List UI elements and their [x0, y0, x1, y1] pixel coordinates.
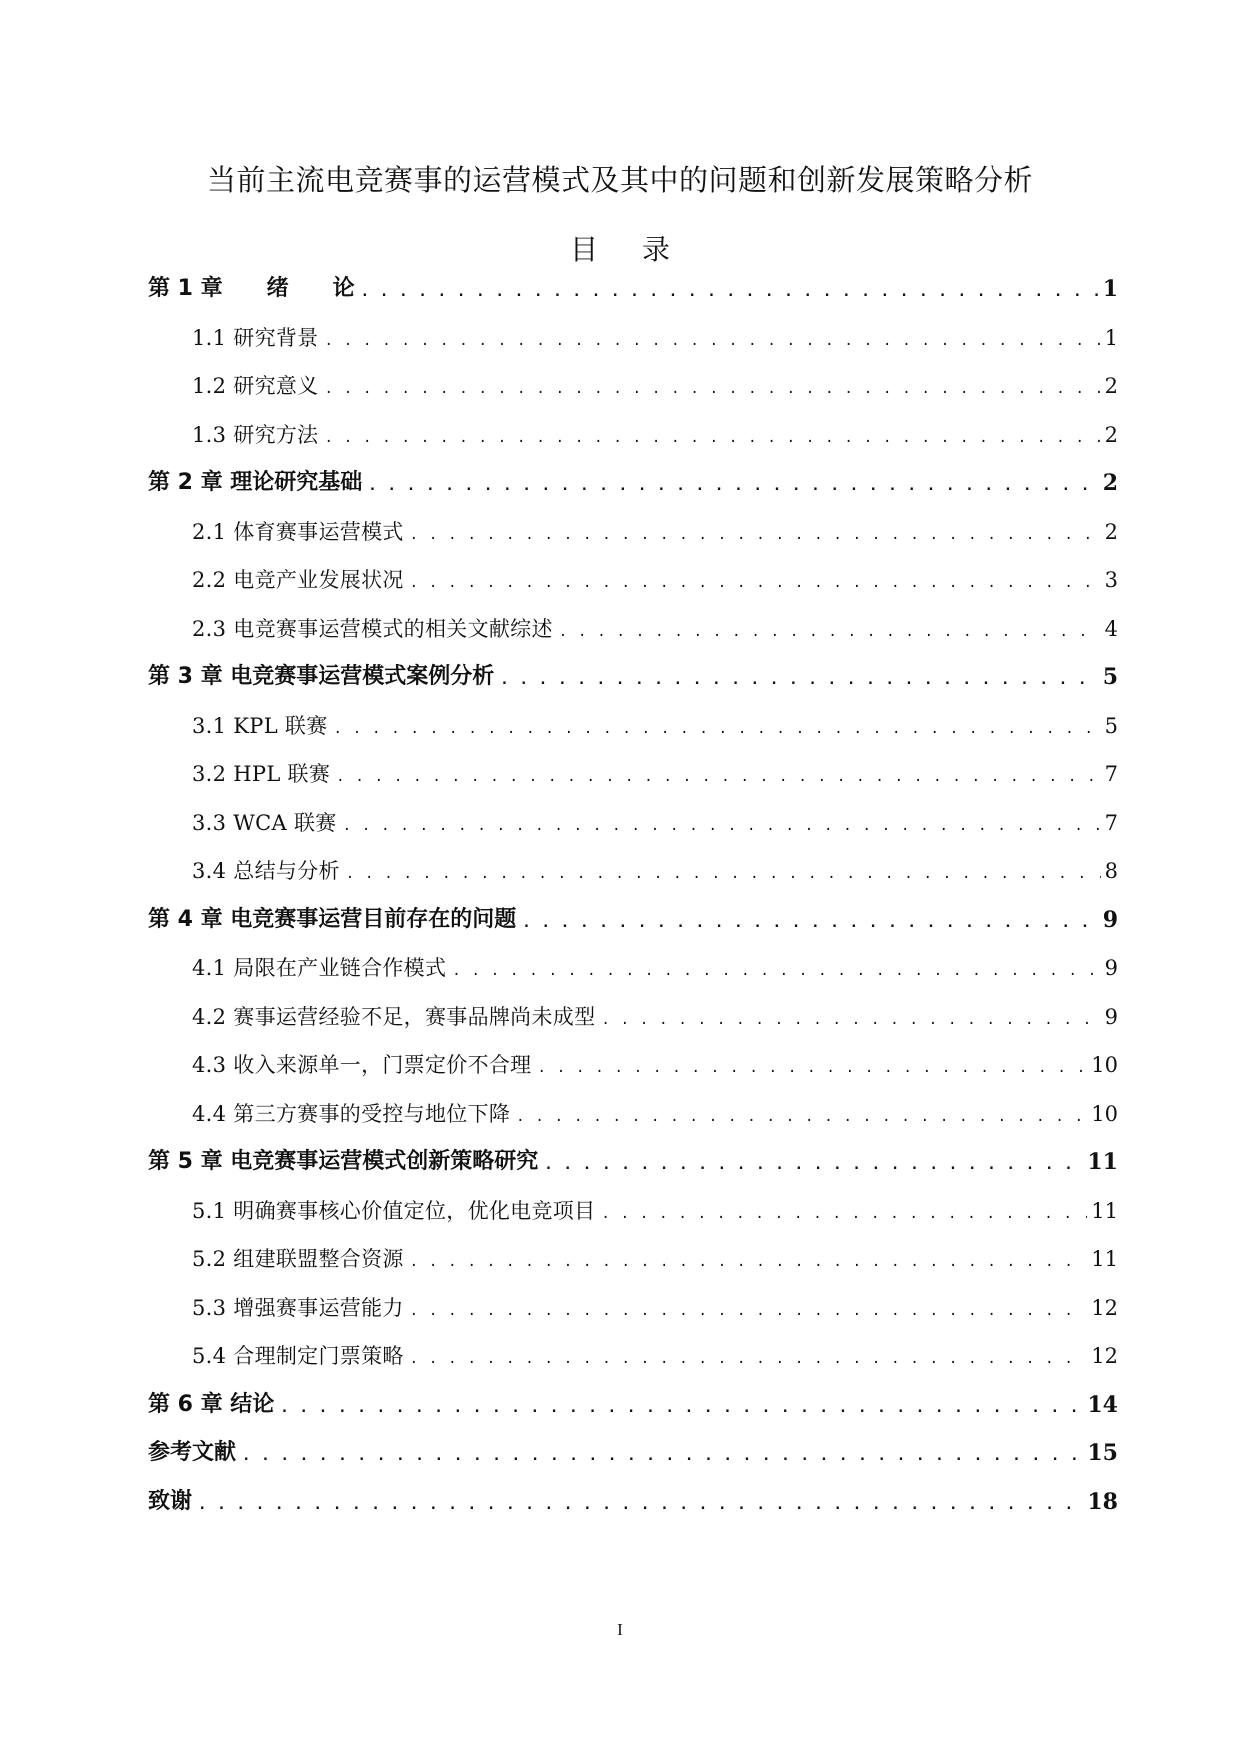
document-title: 当前主流电竞赛事的运营模式及其中的问题和创新发展策略分析: [206, 163, 1033, 197]
toc-dot-leader: [452, 953, 1100, 983]
toc-section-entry[interactable]: [192, 998, 1118, 1032]
toc-entry-label: 5.1 明确赛事核心价值定位，优化电竞项目: [192, 1198, 596, 1223]
toc-entry-label: 3.3 WCA 联赛: [192, 810, 337, 835]
toc-section-entry[interactable]: [192, 804, 1118, 838]
toc-entry-label: 3.1 KPL 联赛: [192, 713, 328, 738]
toc-dot-leader: [544, 1147, 1083, 1177]
toc-entry-label: 4.3 收入来源单一，门票定价不合理: [192, 1053, 532, 1077]
toc-section-entry[interactable]: [192, 319, 1118, 353]
toc-dot-leader: [343, 808, 1101, 838]
toc-dot-leader: [601, 1196, 1087, 1226]
toc-dot-leader: [346, 856, 1101, 886]
toc-entry-label: 2.1 体育赛事运营模式: [192, 519, 404, 544]
toc-dot-leader: [242, 1438, 1083, 1468]
toc-entry-page-number: 2: [1104, 519, 1118, 544]
toc-entry-page-number: 3: [1104, 568, 1118, 592]
toc-dot-leader: [334, 711, 1101, 741]
toc-chapter-entry[interactable]: [148, 1143, 1118, 1177]
toc-entry-label: 5.3 增强赛事运营能力: [192, 1295, 404, 1320]
toc-dot-leader: [410, 1341, 1088, 1371]
toc-dot-leader: [361, 274, 1099, 304]
toc-dot-leader: [410, 1293, 1088, 1323]
toc-entry-label: 参考文献: [148, 1440, 237, 1465]
toc-dot-leader: [324, 420, 1100, 450]
footer-page-number: I: [617, 1620, 623, 1639]
toc-section-entry[interactable]: [192, 561, 1118, 595]
toc-section-entry[interactable]: [192, 1095, 1118, 1129]
toc-dot-leader: [410, 1244, 1088, 1274]
toc-chapter-entry[interactable]: [148, 270, 1118, 304]
toc-section-entry[interactable]: [192, 610, 1118, 644]
toc-entry-page-number: 2: [1102, 470, 1118, 496]
toc-entry-label: 第 5 章 电竞赛事运营模式创新策略研究: [148, 1149, 539, 1174]
toc-entry-page-number: 5: [1102, 664, 1118, 690]
toc-entry-page-number: 2: [1104, 422, 1118, 447]
toc-entry-page-number: 2: [1104, 374, 1118, 398]
toc-entry-page-number: 9: [1102, 906, 1118, 933]
toc-entry-label: 1.3 研究方法: [192, 422, 319, 447]
toc-dot-leader: [522, 905, 1098, 935]
toc-dot-leader: [198, 1487, 1083, 1517]
toc-dot-leader: [336, 759, 1100, 789]
toc-chapter-entry[interactable]: [148, 1483, 1118, 1517]
toc-entry-page-number: 1: [1102, 276, 1118, 302]
toc-heading-part-1: 目: [569, 233, 598, 266]
toc-section-entry[interactable]: [192, 755, 1118, 789]
toc-section-entry[interactable]: [192, 707, 1118, 741]
toc-entry-page-number: 11: [1087, 1149, 1118, 1175]
toc-entry-label: 第 4 章 电竞赛事运营目前存在的问题: [148, 906, 517, 932]
toc-dot-leader: [516, 1099, 1087, 1129]
toc-entry-label: 第 6 章 结论: [148, 1391, 275, 1417]
toc-entry-page-number: 10: [1091, 1101, 1118, 1126]
toc-section-entry[interactable]: [192, 416, 1118, 450]
toc-entry-page-number: 11: [1091, 1198, 1118, 1223]
toc-entry-label: 致谢: [148, 1488, 193, 1514]
toc-entry-label: 3.4 总结与分析: [192, 859, 340, 883]
toc-entry-label: 第 2 章 理论研究基础: [148, 470, 363, 495]
toc-section-entry[interactable]: [192, 1240, 1118, 1274]
toc-dot-leader: [324, 323, 1100, 353]
toc-dot-leader: [559, 614, 1101, 644]
toc-entry-page-number: 15: [1087, 1440, 1118, 1466]
toc-chapter-entry[interactable]: [148, 1386, 1118, 1420]
toc-entry-label: 1.1 研究背景: [192, 325, 319, 350]
toc-dot-leader: [601, 1002, 1100, 1032]
toc-entry-page-number: 14: [1087, 1391, 1118, 1418]
toc-section-entry[interactable]: [192, 1337, 1118, 1371]
toc-section-entry[interactable]: [192, 367, 1118, 401]
toc-entry-label: 5.2 组建联盟整合资源: [192, 1247, 404, 1271]
toc-entry-page-number: 4: [1104, 616, 1118, 641]
toc-entry-page-number: 1: [1104, 325, 1118, 350]
toc-dot-leader: [500, 662, 1098, 692]
toc-entry-label: 2.2 电竞产业发展状况: [192, 568, 404, 592]
toc-heading-part-2: 录: [642, 233, 671, 266]
toc-entry-page-number: 8: [1104, 859, 1118, 883]
toc-section-entry[interactable]: [192, 1192, 1118, 1226]
toc-entry-label: 4.2 赛事运营经验不足，赛事品牌尚未成型: [192, 1004, 596, 1029]
toc-section-entry[interactable]: [192, 852, 1118, 886]
toc-chapter-entry[interactable]: [148, 464, 1118, 498]
toc-entry-page-number: 9: [1104, 1004, 1118, 1029]
toc-dot-leader: [410, 517, 1101, 547]
toc-entry-page-number: 12: [1091, 1295, 1118, 1320]
toc-section-entry[interactable]: [192, 513, 1118, 547]
toc-dot-leader: [410, 565, 1101, 595]
toc-entry-page-number: 5: [1104, 713, 1118, 738]
toc-dot-leader: [324, 371, 1100, 401]
toc-dot-leader: [368, 468, 1098, 498]
toc-section-entry[interactable]: [192, 949, 1118, 983]
toc-entry-page-number: 7: [1104, 762, 1118, 786]
toc-section-entry[interactable]: [192, 1046, 1118, 1080]
toc-entry-page-number: 12: [1091, 1344, 1118, 1368]
toc-section-entry[interactable]: [192, 1289, 1118, 1323]
toc-chapter-entry[interactable]: [148, 1434, 1118, 1468]
toc-entry-page-number: 10: [1091, 1053, 1118, 1077]
toc-entry-label: 3.2 HPL 联赛: [192, 762, 331, 786]
toc-entry-page-number: 11: [1091, 1247, 1118, 1271]
toc-chapter-entry[interactable]: [148, 901, 1118, 935]
toc-chapter-entry[interactable]: [148, 658, 1118, 692]
toc-entry-label: 4.4 第三方赛事的受控与地位下降: [192, 1101, 511, 1126]
toc-dot-leader: [280, 1390, 1083, 1420]
toc-entry-page-number: 9: [1104, 956, 1118, 980]
toc-entry-label: 第 3 章 电竞赛事运营模式案例分析: [148, 664, 495, 689]
toc-entry-page-number: 7: [1104, 810, 1118, 835]
toc-entry-label: 4.1 局限在产业链合作模式: [192, 956, 447, 980]
toc-dot-leader: [537, 1050, 1087, 1080]
toc-entry-page-number: 18: [1087, 1488, 1118, 1515]
toc-entry-label: 第 1 章 绪 论: [148, 276, 355, 301]
toc-entry-label: 2.3 电竞赛事运营模式的相关文献综述: [192, 616, 553, 641]
toc-entry-label: 5.4 合理制定门票策略: [192, 1344, 404, 1368]
toc-entry-label: 1.2 研究意义: [192, 374, 319, 398]
